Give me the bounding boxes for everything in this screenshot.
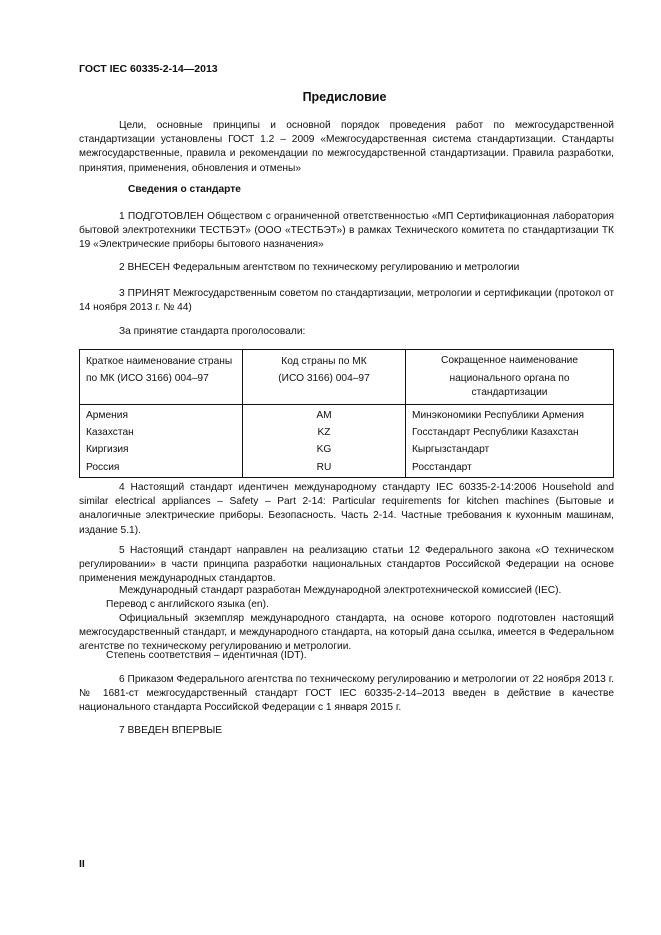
cell-code: KG bbox=[243, 441, 406, 458]
item-5-degree-note: Степень соответствия – идентичная (IDT). bbox=[106, 650, 307, 661]
cell-country: Армения bbox=[80, 405, 243, 425]
table-row bbox=[80, 459, 614, 478]
header-text: Код страны по МК bbox=[281, 356, 367, 367]
intro-paragraph: Цели, основные принципы и основной порядок проведения работ по межгосударственной стандартизации установлены ГОСТ 1.2 – 2009 «Межгосударственная система стандартизации. Стандарты межгосударственные, правила и рекомендации по межгосударственной стандартизации. Правила разработки, принятия, применения, обновления и отмены» bbox=[79, 120, 614, 174]
table-row bbox=[80, 441, 614, 458]
cell-country: Россия bbox=[80, 459, 243, 478]
cell-body: Госстандарт Республики Казахстан bbox=[406, 424, 614, 441]
table-header-country bbox=[80, 350, 243, 405]
header-text: Краткое наименование страны bbox=[86, 356, 233, 367]
voting-countries-table bbox=[79, 349, 614, 478]
table-header-code bbox=[243, 350, 406, 405]
cell-code: AM bbox=[243, 405, 406, 425]
page-number: II bbox=[79, 858, 85, 870]
item-5-iec-note: Международный стандарт разработан Международной электротехнической комиссией (IEC). bbox=[119, 585, 562, 596]
header-text: национального органа по bbox=[449, 373, 570, 384]
table-header-row bbox=[80, 350, 614, 405]
item-5-translation-note: Перевод с английского языка (en). bbox=[106, 599, 269, 610]
cell-body: Росстандарт bbox=[406, 459, 614, 478]
cell-code: RU bbox=[243, 459, 406, 478]
page-title: Предисловие bbox=[302, 90, 387, 104]
item-1-paragraph: 1 ПОДГОТОВЛЕН Обществом с ограниченной ответственностью «МП Сертификационная лаборатория бытовой электротехники ТЕСТБЭТ» (ООО «ТЕСТБЭТ») в рамках Технического комитета по стандартизации ТК 19 «Электрические приборы бытового назначения» bbox=[79, 211, 614, 251]
item-5-official-copy-note: Официальный экземпляр международного стандарта, на основе которого подготовлен настоящий межгосударственный стандарт, и международного стандарта, на который дана ссылка, имеется в Федеральном агентстве по техническому регулированию и метрологии. bbox=[79, 613, 614, 653]
cell-body: Минэкономики Республики Армения bbox=[406, 405, 614, 425]
section-subtitle: Сведения о стандарте bbox=[128, 184, 241, 195]
vote-intro: За принятие стандарта проголосовали: bbox=[119, 326, 306, 337]
table-row bbox=[80, 405, 614, 425]
cell-country: Киргизия bbox=[80, 441, 243, 458]
header-text: (ИСО 3166) 004–97 bbox=[278, 373, 370, 384]
item-7-paragraph: 7 ВВЕДЕН ВПЕРВЫЕ bbox=[119, 725, 223, 736]
cell-country: Казахстан bbox=[80, 424, 243, 441]
item-5-paragraph: 5 Настоящий стандарт направлен на реализацию статьи 12 Федерального закона «О техническом регулировании» в части принципа разработки национальных стандартов Российской Федерации на основе применения международных стандартов. bbox=[79, 545, 614, 585]
item-3-paragraph: 3 ПРИНЯТ Межгосударственным советом по стандартизации, метрологии и сертификации (протокол от 14 ноября 2013 г. № 44) bbox=[79, 288, 614, 314]
item-6-paragraph: 6 Приказом Федерального агентства по техническому регулированию и метрологии от 22 ноября 2013 г. № 1681-ст межгосударственный стандарт ГОСТ IEC 60335-2-14–2013 введен в действие в качестве национального стандарта Российской Федерации с 1 января 2015 г. bbox=[79, 674, 614, 714]
cell-body: Кыргызстандарт bbox=[406, 441, 614, 458]
header-text: по МК (ИСО 3166) 004–97 bbox=[86, 373, 209, 384]
header-text: Сокращенное наименование bbox=[440, 355, 579, 366]
document-header: ГОСТ IEC 60335-2-14—2013 bbox=[79, 63, 218, 75]
cell-code: KZ bbox=[243, 424, 406, 441]
item-4-paragraph: 4 Настоящий стандарт идентичен международному стандарту IEC 60335-2-14:2006 Household and similar electrical appliances – Safety – Part 2-14: Particular requirements for kitchen machines (Бытовые и аналогичные электрические приборы. Безопасность. Часть 2-14. Частные требования к кухонным машинам, издание 5.1). bbox=[79, 482, 614, 536]
item-2-paragraph: 2 ВНЕСЕН Федеральным агентством по техническому регулированию и метрологии bbox=[119, 262, 520, 273]
table-row bbox=[80, 424, 614, 441]
table-header-body bbox=[406, 350, 614, 405]
header-text: стандартизации bbox=[471, 387, 548, 398]
